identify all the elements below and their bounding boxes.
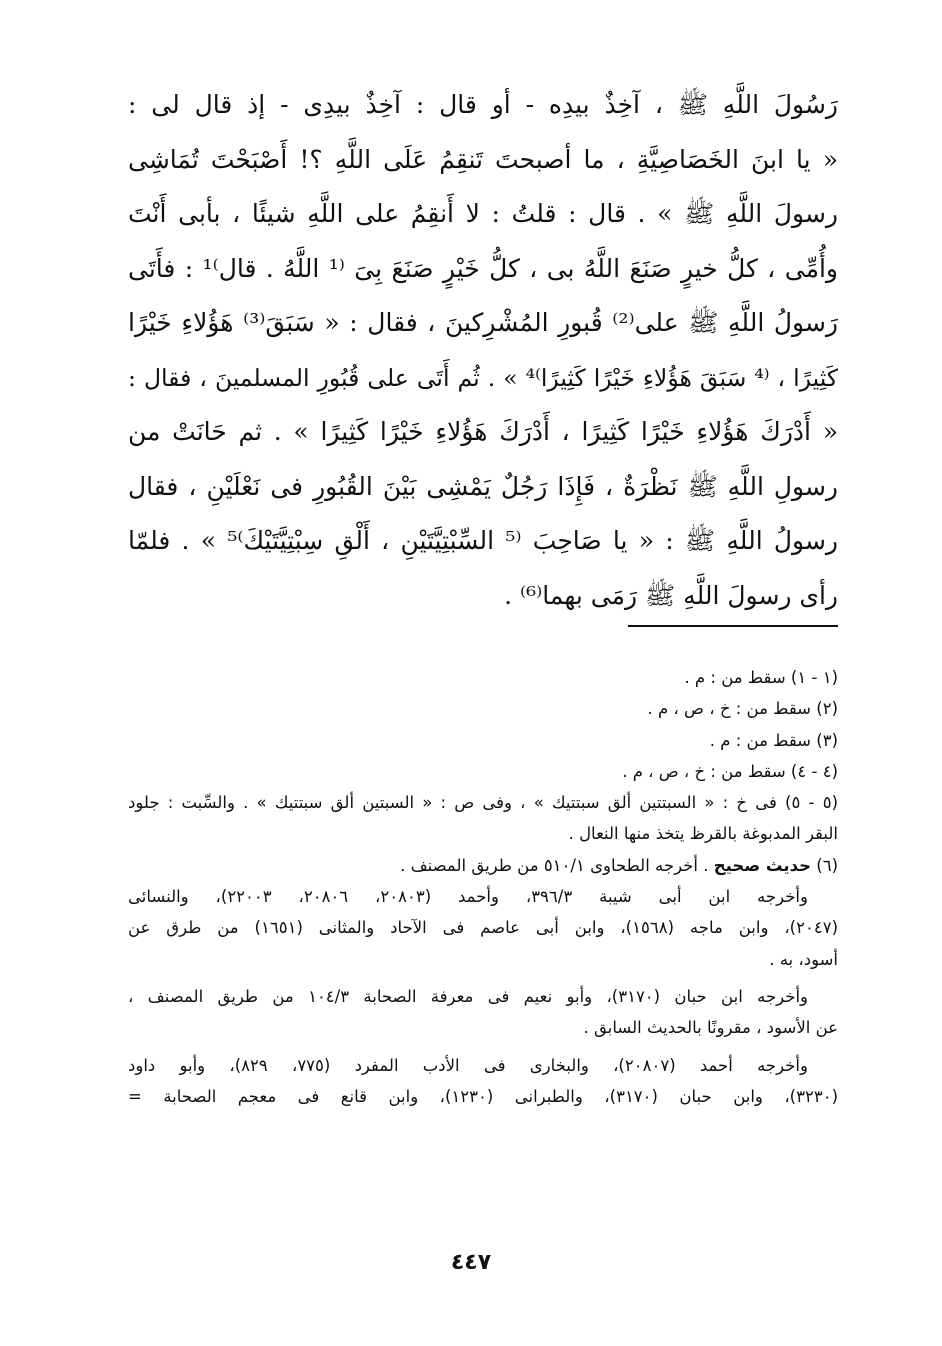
main-text-line: وأُمِّى ، كلُّ خيرٍ صَنَعَ اللَّهُ بى ، كلُّ خَيْرٍ صَنَعَ بِىَ ⁽¹ اللَّهُ . قال⁾¹ : فأَتَى bbox=[128, 253, 838, 283]
main-text-line: رسولُ اللَّهِ ﷺ : « يا صَاحِبَ ⁽⁵ السِّبْتِيَّتَيْنِ ، أَلْقِ سِبْتِيَّتَيْكَ⁾⁵ » . فلمّا bbox=[128, 526, 838, 555]
footnote-6 bbox=[128, 850, 838, 881]
footnote-4: (٤ - ٤) سقط من : خ ، ص ، م . bbox=[622, 761, 838, 781]
footnote-6-text: . أخرجه الطحاوى ٥١٠/١ من طريق المصنف . bbox=[400, 855, 709, 875]
footnote-5-line: البقر المدبوغة بالقرظ يتخذ منها النعال . bbox=[568, 824, 838, 844]
takhrij-line: أسود، به . bbox=[769, 949, 838, 969]
footnote-5-line: (٥ - ٥) فى خ : « السبتتين ألق سبتتيك » ، وفى ص : « السبتين ألق سبتتيك » . والسِّبت : جلود bbox=[128, 793, 838, 813]
main-text-line: « يا ابنَ الخَصَاصِيَّةِ ، ما أصبحتَ تَنقِمُ عَلَى اللَّهِ ؟! أَصْبَحْتَ تُمَاشِى bbox=[128, 144, 838, 174]
main-text-line: كَثِيرًا ، ⁽⁴ سَبَقَ هَؤُلاءِ خَيْرًا كَثِيرًا⁾⁴ » . ثُم أَتَى على قُبُورِ المسلمينَ ، فقال : bbox=[128, 363, 838, 392]
footnote-6-marker: (٦) bbox=[816, 855, 838, 875]
footnotes bbox=[128, 662, 838, 1112]
takhrij-line: وأخرجه أحمد (٢٠٨٠٧)، والبخارى فى الأدب المفرد (٧٧٥، ٨٢٩)، وأبو داود bbox=[128, 1055, 808, 1075]
footnote-3: (٣) سقط من : م . bbox=[709, 730, 838, 750]
takhrij-line: (٢٠٤٧)، وابن ماجه (١٥٦٨)، وابن أبى عاصم فى الآحاد والمثانى (١٦٥١) من طرق عن bbox=[128, 918, 838, 938]
main-text-line: رسولِ اللَّهِ ﷺ نَظْرَةٌ ، فَإِذَا رَجُلٌ يَمْشِى بَيْنَ القُبُورِ فى نَعْلَيْنِ ، فقال bbox=[128, 471, 838, 501]
footnote-1: (١ - ١) سقط من : م . bbox=[684, 668, 838, 687]
main-text-line: رسولَ اللَّهِ ﷺ » . قال : قلتُ : لا أَنقِمُ على اللَّهِ شيئًا ، بأبى أَنْتَ bbox=[128, 199, 838, 228]
main-text-line: رأى رسولَ اللَّهِ ﷺ رَمَى بهما⁽⁶⁾ . bbox=[504, 580, 838, 610]
main-text-line: رَسولُ اللَّهِ ﷺ على⁽²⁾ قُبورِ المُشْرِكينَ ، فقال : « سَبَقَ⁽³⁾ هَؤُلاءِ خَيْرًا bbox=[128, 308, 838, 337]
takhrij-line: وأخرجه ابن حبان (٣١٧٠)، وأبو نعيم فى معرفة الصحابة ١٠٤/٣ من طريق المصنف ، bbox=[128, 986, 809, 1006]
footnote-divider bbox=[628, 625, 838, 627]
footnote-2: (٢) سقط من : خ ، ص ، م . bbox=[647, 699, 838, 719]
main-text-line: « أَدْرَكَ هَؤُلاءِ خَيْرًا كَثِيرًا ، أَدْرَكَ هَؤُلاءِ خَيْرًا كَثِيرًا » . ثم حَانَتْ من bbox=[128, 417, 838, 446]
takhrij-line: (٣٢٣٠)، وابن حبان (٣١٧٠)، والطبرانى (١٢٣٠)، وابن قانع فى معجم الصحابة = bbox=[128, 1086, 838, 1106]
takhrij-line: وأخرجه ابن أبى شيبة ٣٩٦/٣، وأحمد (٢٠٨٠٣، ٢٠٨٠٦، ٢٢٠٠٣)، والنسائى bbox=[128, 887, 808, 907]
page-number: ٤٤٧ bbox=[450, 1250, 492, 1275]
takhrij-line: عن الأسود ، مقرونًا بالحديث السابق . bbox=[583, 1018, 838, 1038]
main-text-line: رَسُولَ اللَّهِ ﷺ ، آخِذٌ بيدِه - أو قال : آخِذٌ بيدِى - إذ قال لى : bbox=[128, 90, 838, 119]
main-text bbox=[128, 78, 838, 623]
hadith-grade: حديث صحيح bbox=[713, 855, 811, 875]
